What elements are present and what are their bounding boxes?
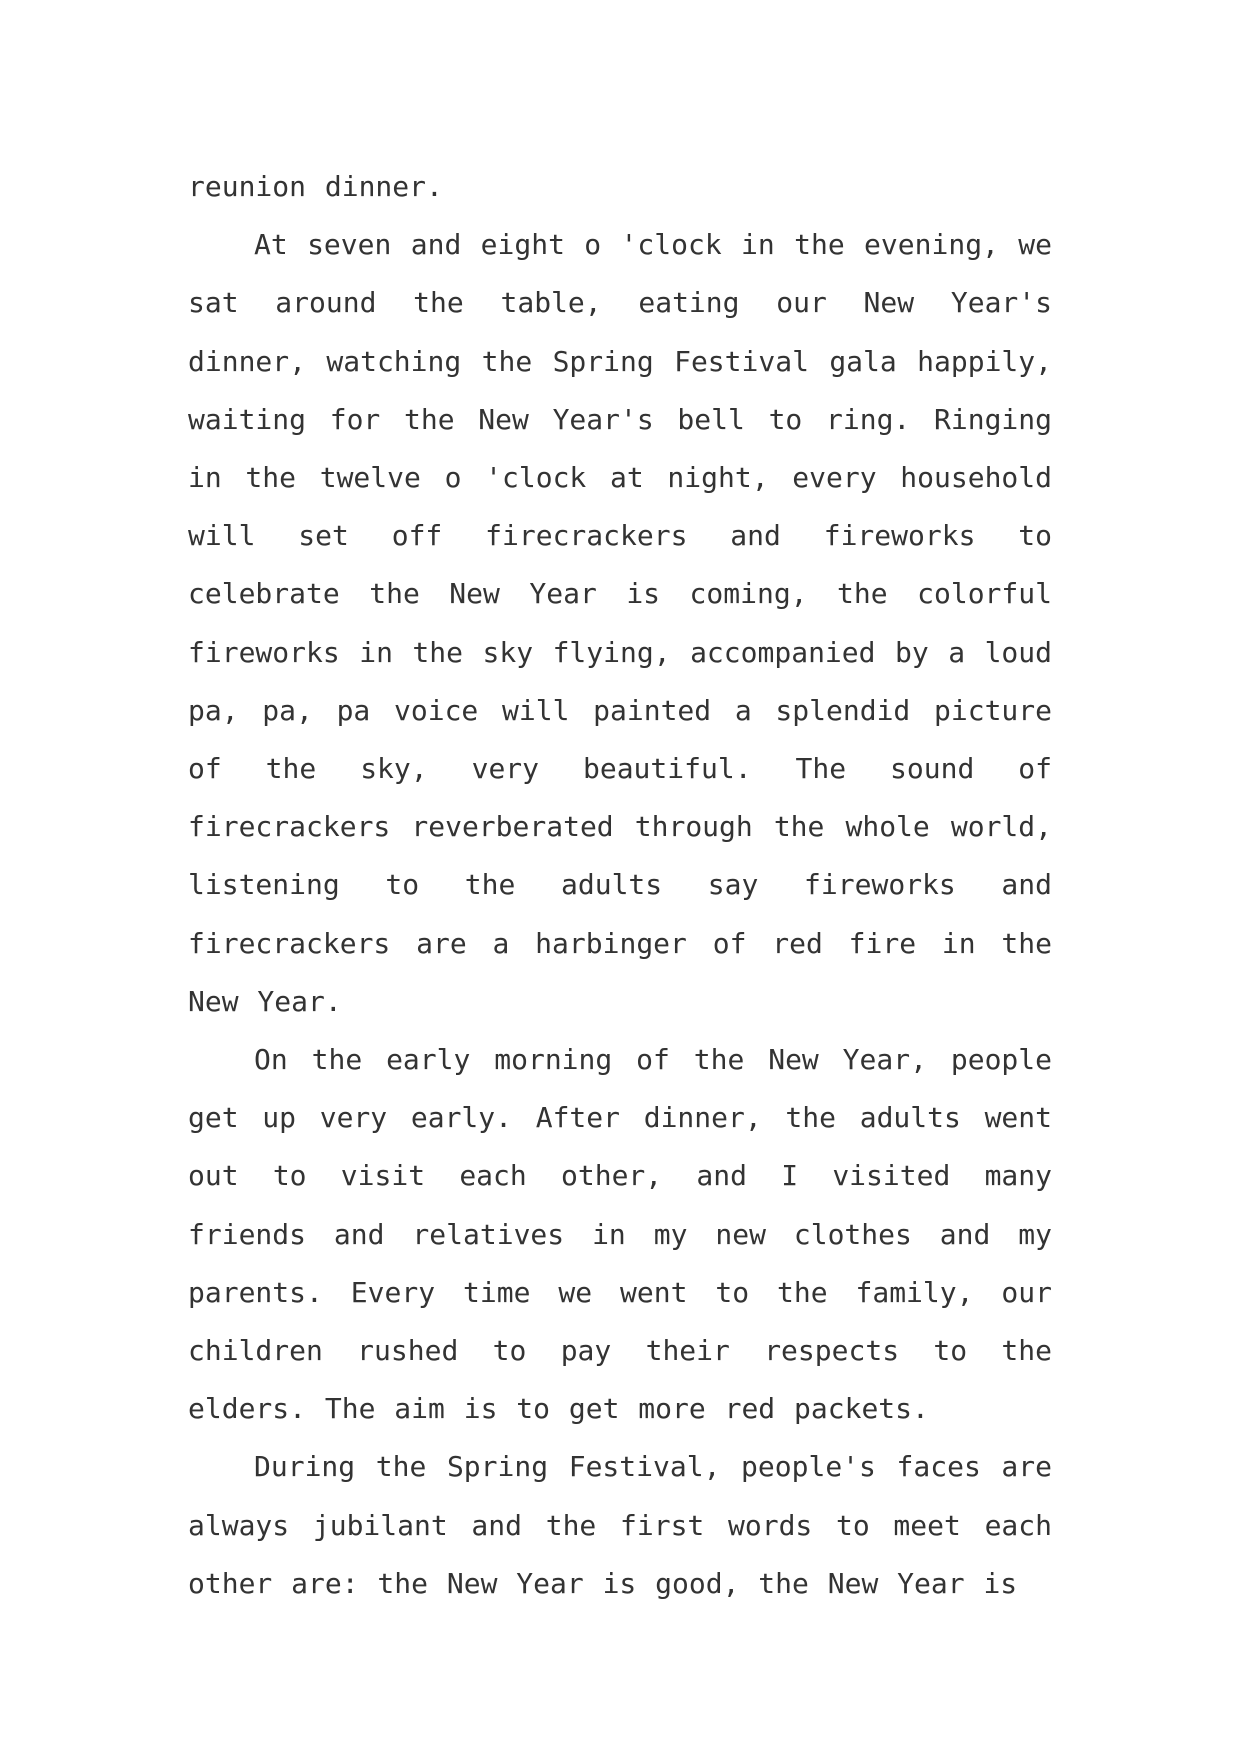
paragraph-new-year-morning: On the early morning of the New Year, people get up very early. After dinner, the adults went out to visit each other, and I visited many friends and relatives in my new clothes and my parents. Every time we went to the family, our children rushed to pay their respects to the elders. The aim is to get more red packets.	[188, 1043, 1052, 1426]
paragraph-evening-fireworks: At seven and eight o 'clock in the evening, we sat around the table, eating our New Year's dinner, watching the Spring Festival gala happily, waiting for the New Year's bell to ring. Ringing in the twelve o 'clock at night, every household will set off firecrackers and fireworks to celebrate the New Year is coming, the colorful fireworks in the sky flying, accompanied by a loud pa, pa, pa voice will painted a splendid picture of the sky, very beautiful. The sound of firecrackers reverberated through the whole world, listening to the adults say fireworks and firecrackers are a harbinger of red fire in the New Year.	[188, 228, 1052, 1018]
body-text	[188, 158, 1052, 1613]
paragraph-spring-festival-faces: During the Spring Festival, people's faces are always jubilant and the first words to meet each other are: the New Year is good, the New Year is	[188, 1450, 1052, 1600]
paragraph-continuation: reunion dinner.	[188, 170, 443, 203]
